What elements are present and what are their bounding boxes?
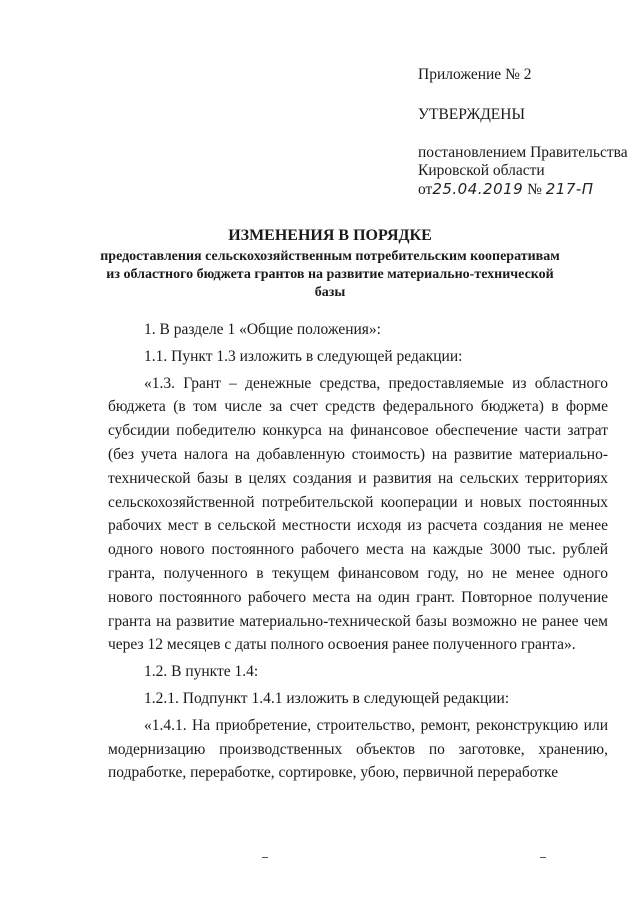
paragraph-item-1-3-text: «1.3. Грант – денежные средства, предоставляемые из областного бюджета (в том числе за счет средств федерального бюджета) в форме субсидии победителю конкурса на финансовое обеспечение части затрат (без учета налога на добавленную стоимость) на развитие материально-технической базы в целях создания и развития на сельских территориях сельскохозяйственной потребительской кооперации и новых постоянных рабочих мест в сельской местности исходя из расчета создания не менее одного нового постоянного рабочего места на каждые 3000 тыс. рублей гранта, полученного в текущем финансовом году, но не менее одного нового постоянного рабочего места на один грант. Повторное получение гранта на развитие материально-технической базы возможно не ранее чем через 12 месяцев с даты полного освоения ранее полученного гранта». (108, 374, 608, 654)
decree-reference (418, 144, 628, 199)
document-title (100, 226, 560, 302)
decree-date-line (418, 180, 628, 199)
paragraph-item-1-4-1-text: «1.4.1. На приобретение, строительство, ремонт, реконструкцию или модернизацию производственных объектов по заготовке, хранению, подработке, переработке, сортировке, убою, первичной переработке (108, 716, 608, 782)
scan-dash-mark (540, 857, 546, 858)
paragraph-section-1: 1. В разделе 1 «Общие положения»: (144, 321, 381, 338)
title-main: ИЗМЕНЕНИЯ В ПОРЯДКЕ (228, 227, 432, 244)
paragraph-item-1-1: 1.1. Пункт 1.3 изложить в следующей редакции: (144, 347, 463, 365)
paragraph-item-1-2: 1.2. В пункте 1.4: (144, 663, 259, 681)
date-prefix: от (418, 181, 433, 198)
appendix-number: Приложение № 2 (418, 66, 532, 83)
paragraph-item-1-2-1: 1.2.1. Подпункт 1.4.1 изложить в следующей редакции: (144, 689, 510, 707)
decree-line-1: постановлением Правительства (418, 144, 628, 161)
decree-date-handwritten: 25.04.2019 (432, 180, 524, 198)
decree-line-2: Кировской области (418, 162, 545, 179)
decree-number-handwritten: 217-П (545, 180, 594, 198)
approval-block (418, 66, 628, 199)
scan-dash-mark (262, 857, 268, 858)
document-body (108, 318, 608, 785)
number-prefix: № (527, 181, 542, 198)
approved-heading: УТВЕРЖДЕНЫ (418, 106, 525, 123)
title-subtitle: предоставления сельскохозяйственным потребительским кооперативам из областного бюджета грантов на развитие материально-технической базы (100, 249, 560, 300)
